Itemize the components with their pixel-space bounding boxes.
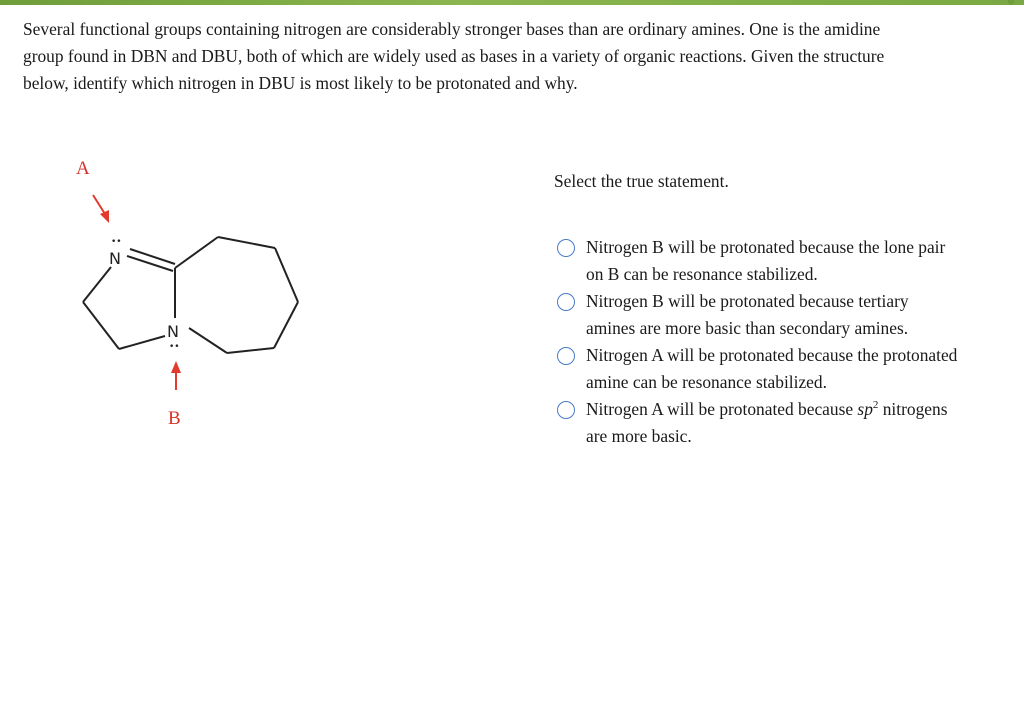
- radio-button[interactable]: [557, 401, 575, 419]
- arrow-b-icon: [171, 361, 181, 390]
- lone-pair-bottom: ••: [169, 342, 180, 352]
- dbu-structure-diagram: [55, 150, 315, 440]
- option-4[interactable]: [555, 396, 1015, 450]
- option-line: Nitrogen A will be protonated because the protonated: [586, 345, 958, 365]
- option-text-post: nitrogens: [878, 399, 948, 419]
- lone-pair-top: ••: [111, 237, 122, 247]
- option-label[interactable]: [586, 234, 1016, 288]
- atom-n-top: N: [109, 249, 121, 268]
- option-line: are more basic.: [586, 426, 692, 446]
- option-text-pre: Nitrogen A will be protonated because: [586, 399, 858, 419]
- atom-n-bottom: N: [167, 322, 179, 341]
- option-line: Nitrogen B will be protonated because tertiary: [586, 291, 909, 311]
- option-text-sp: sp: [857, 399, 873, 419]
- option-label[interactable]: [586, 396, 1016, 450]
- option-line: amine can be resonance stabilized.: [586, 372, 827, 392]
- question-line: Several functional groups containing nitrogen are considerably stronger bases than are ordinary amines. One is the amidine: [23, 19, 881, 39]
- question-line: group found in DBN and DBU, both of which are widely used as bases in a variety of organic reactions. Given the structure: [23, 46, 885, 66]
- option-2[interactable]: [555, 288, 1015, 342]
- option-line: on B can be resonance stabilized.: [586, 264, 818, 284]
- option-label[interactable]: [586, 342, 1016, 396]
- option-label[interactable]: [586, 288, 1016, 342]
- radio-button[interactable]: [557, 239, 575, 257]
- arrow-a-icon: [93, 195, 109, 223]
- option-1[interactable]: [555, 234, 1015, 288]
- answer-options: [555, 234, 1015, 450]
- question-text: [23, 16, 998, 97]
- top-progress-bar: [0, 0, 1024, 5]
- radio-button[interactable]: [557, 347, 575, 365]
- question-line: below, identify which nitrogen in DBU is most likely to be protonated and why.: [23, 73, 578, 93]
- option-text-sup: 2: [872, 399, 879, 412]
- option-line: [586, 396, 1016, 423]
- label-a: A: [76, 158, 90, 179]
- option-line: Nitrogen B will be protonated because the lone pair: [586, 237, 946, 257]
- prompt-text: Select the true statement.: [554, 171, 729, 191]
- label-b: B: [168, 408, 181, 429]
- option-line: amines are more basic than secondary amines.: [586, 318, 909, 338]
- radio-button[interactable]: [557, 293, 575, 311]
- option-3[interactable]: [555, 342, 1015, 396]
